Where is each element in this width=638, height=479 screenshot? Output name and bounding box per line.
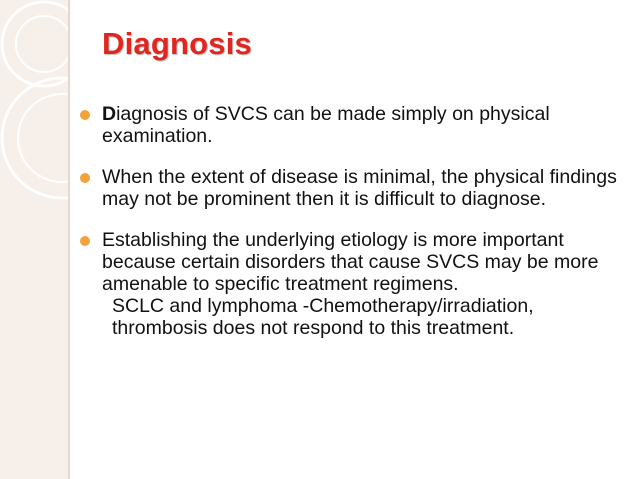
bullet-text: When the extent of disease is minimal, the physical findings may not be prominent then it is difficult to diagnose. xyxy=(102,166,617,210)
bullet-icon xyxy=(80,110,90,120)
bullet-icon xyxy=(80,173,90,183)
side-band xyxy=(0,0,70,479)
bullet-subtext: SCLC and lymphoma -Chemotherapy/irradiation, thrombosis does not respond to this treatment. xyxy=(112,295,534,339)
side-band-edge xyxy=(68,0,70,479)
slide-title: Diagnosis xyxy=(102,26,252,61)
bullet-item xyxy=(80,103,625,147)
bullet-lead-letter: D xyxy=(102,103,117,125)
bullet-text: iagnosis of SVCS can be made simply on physical examination. xyxy=(102,103,550,147)
bullet-list xyxy=(80,103,625,358)
bullet-text: Establishing the underlying etiology is more important because certain disorders that cause SVCS may be more amenable to specific treatment regimens. xyxy=(102,229,599,295)
bullet-item xyxy=(80,229,625,339)
bullet-item xyxy=(80,166,625,210)
bullet-icon xyxy=(80,236,90,246)
concentric-arc-decoration-icon xyxy=(0,0,70,479)
